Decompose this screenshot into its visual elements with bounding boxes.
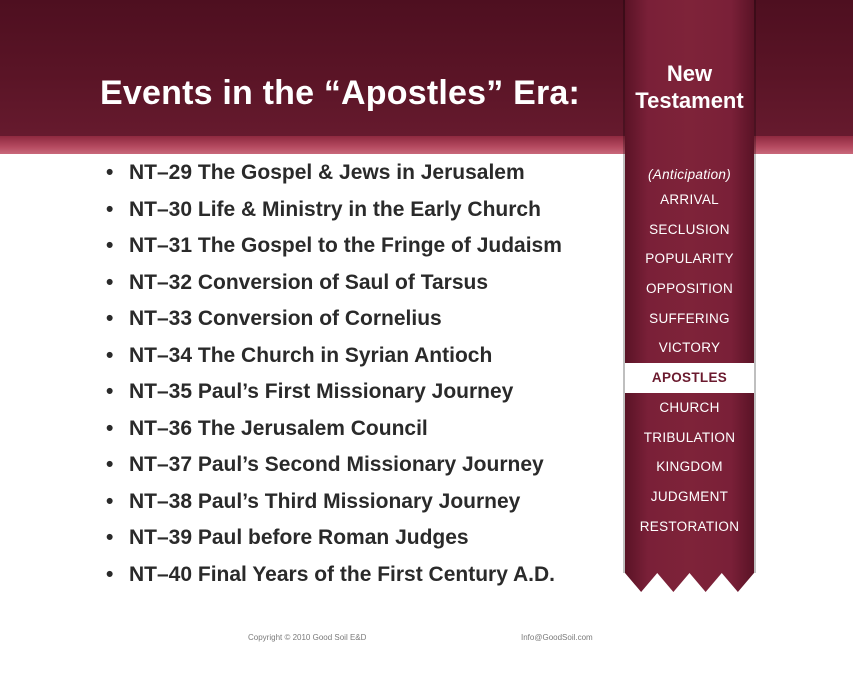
era-item-kingdom: KINGDOM bbox=[656, 459, 723, 475]
event-list-item bbox=[106, 340, 562, 377]
event-label: NT–31 The Gospel to the Fringe of Judaism bbox=[129, 234, 562, 257]
event-list-item bbox=[106, 522, 562, 559]
footer-email: Info@GoodSoil.com bbox=[521, 633, 593, 642]
event-label: NT–38 Paul’s Third Missionary Journey bbox=[129, 489, 521, 513]
event-label: NT–40 Final Years of the First Century A.D. bbox=[129, 562, 555, 586]
bullet-icon: • bbox=[106, 562, 114, 586]
bullet-icon: • bbox=[106, 453, 114, 476]
event-label: NT–32 Conversion of Saul of Tarsus bbox=[129, 270, 489, 294]
bullet-icon: • bbox=[106, 380, 114, 403]
era-item-apostles: APOSTLES bbox=[625, 363, 754, 393]
era-item-judgment: JUDGMENT bbox=[650, 488, 729, 504]
era-item-restoration: RESTORATION bbox=[639, 518, 740, 534]
era-item-church: CHURCH bbox=[659, 399, 720, 415]
era-item-opposition: OPPOSITION bbox=[645, 281, 733, 297]
event-list-item bbox=[106, 486, 562, 523]
bullet-icon: • bbox=[106, 307, 114, 330]
bullet-icon: • bbox=[106, 489, 114, 513]
bullet-icon: • bbox=[106, 416, 114, 440]
event-list-item bbox=[106, 449, 562, 486]
ribbon-edge-right bbox=[754, 0, 756, 573]
bullet-icon: • bbox=[106, 526, 114, 549]
era-item-victory: VICTORY bbox=[658, 340, 721, 356]
event-list-item bbox=[106, 194, 562, 231]
event-list-item bbox=[106, 267, 562, 304]
event-label: NT–39 Paul before Roman Judges bbox=[129, 526, 469, 549]
event-label: NT–30 Life & Ministry in the Early Church bbox=[129, 197, 541, 221]
ribbon-heading bbox=[625, 60, 754, 114]
footer-copyright: Copyright © 2010 Good Soil E&D bbox=[248, 633, 367, 642]
era-item-arrival: ARRIVAL bbox=[660, 192, 719, 207]
era-item-seclusion: SECLUSION bbox=[649, 221, 730, 237]
event-label: NT–37 Paul’s Second Missionary Journey bbox=[129, 453, 544, 476]
event-list-item bbox=[106, 157, 562, 194]
event-label: NT–33 Conversion of Cornelius bbox=[129, 307, 442, 330]
bullet-icon: • bbox=[106, 234, 114, 257]
era-item-suffering: SUFFERING bbox=[649, 310, 730, 326]
ribbon-heading-line2: Testament bbox=[635, 88, 744, 113]
event-label: NT–35 Paul’s First Missionary Journey bbox=[129, 380, 514, 403]
ribbon-heading-line1: New bbox=[666, 61, 713, 86]
era-item-tribulation: TRIBULATION bbox=[643, 429, 736, 445]
event-label: NT–34 The Church in Syrian Antioch bbox=[129, 343, 493, 367]
event-label: NT–29 The Gospel & Jews in Jerusalem bbox=[129, 161, 525, 184]
event-list-item bbox=[106, 413, 562, 450]
event-list-item bbox=[106, 559, 562, 596]
era-item-anticipation: (Anticipation) bbox=[648, 167, 731, 182]
event-list-item bbox=[106, 303, 562, 340]
bullet-icon: • bbox=[106, 161, 114, 184]
bullet-icon: • bbox=[106, 197, 114, 221]
event-label: NT–36 The Jerusalem Council bbox=[129, 416, 428, 440]
event-list bbox=[106, 157, 562, 595]
slide-title: Events in the “Apostles” Era: bbox=[100, 74, 581, 112]
event-list-item bbox=[106, 230, 562, 267]
bullet-icon: • bbox=[106, 343, 114, 367]
era-item-popularity: POPULARITY bbox=[645, 251, 734, 267]
event-list-item bbox=[106, 376, 562, 413]
era-list bbox=[625, 164, 754, 541]
bullet-icon: • bbox=[106, 270, 114, 294]
